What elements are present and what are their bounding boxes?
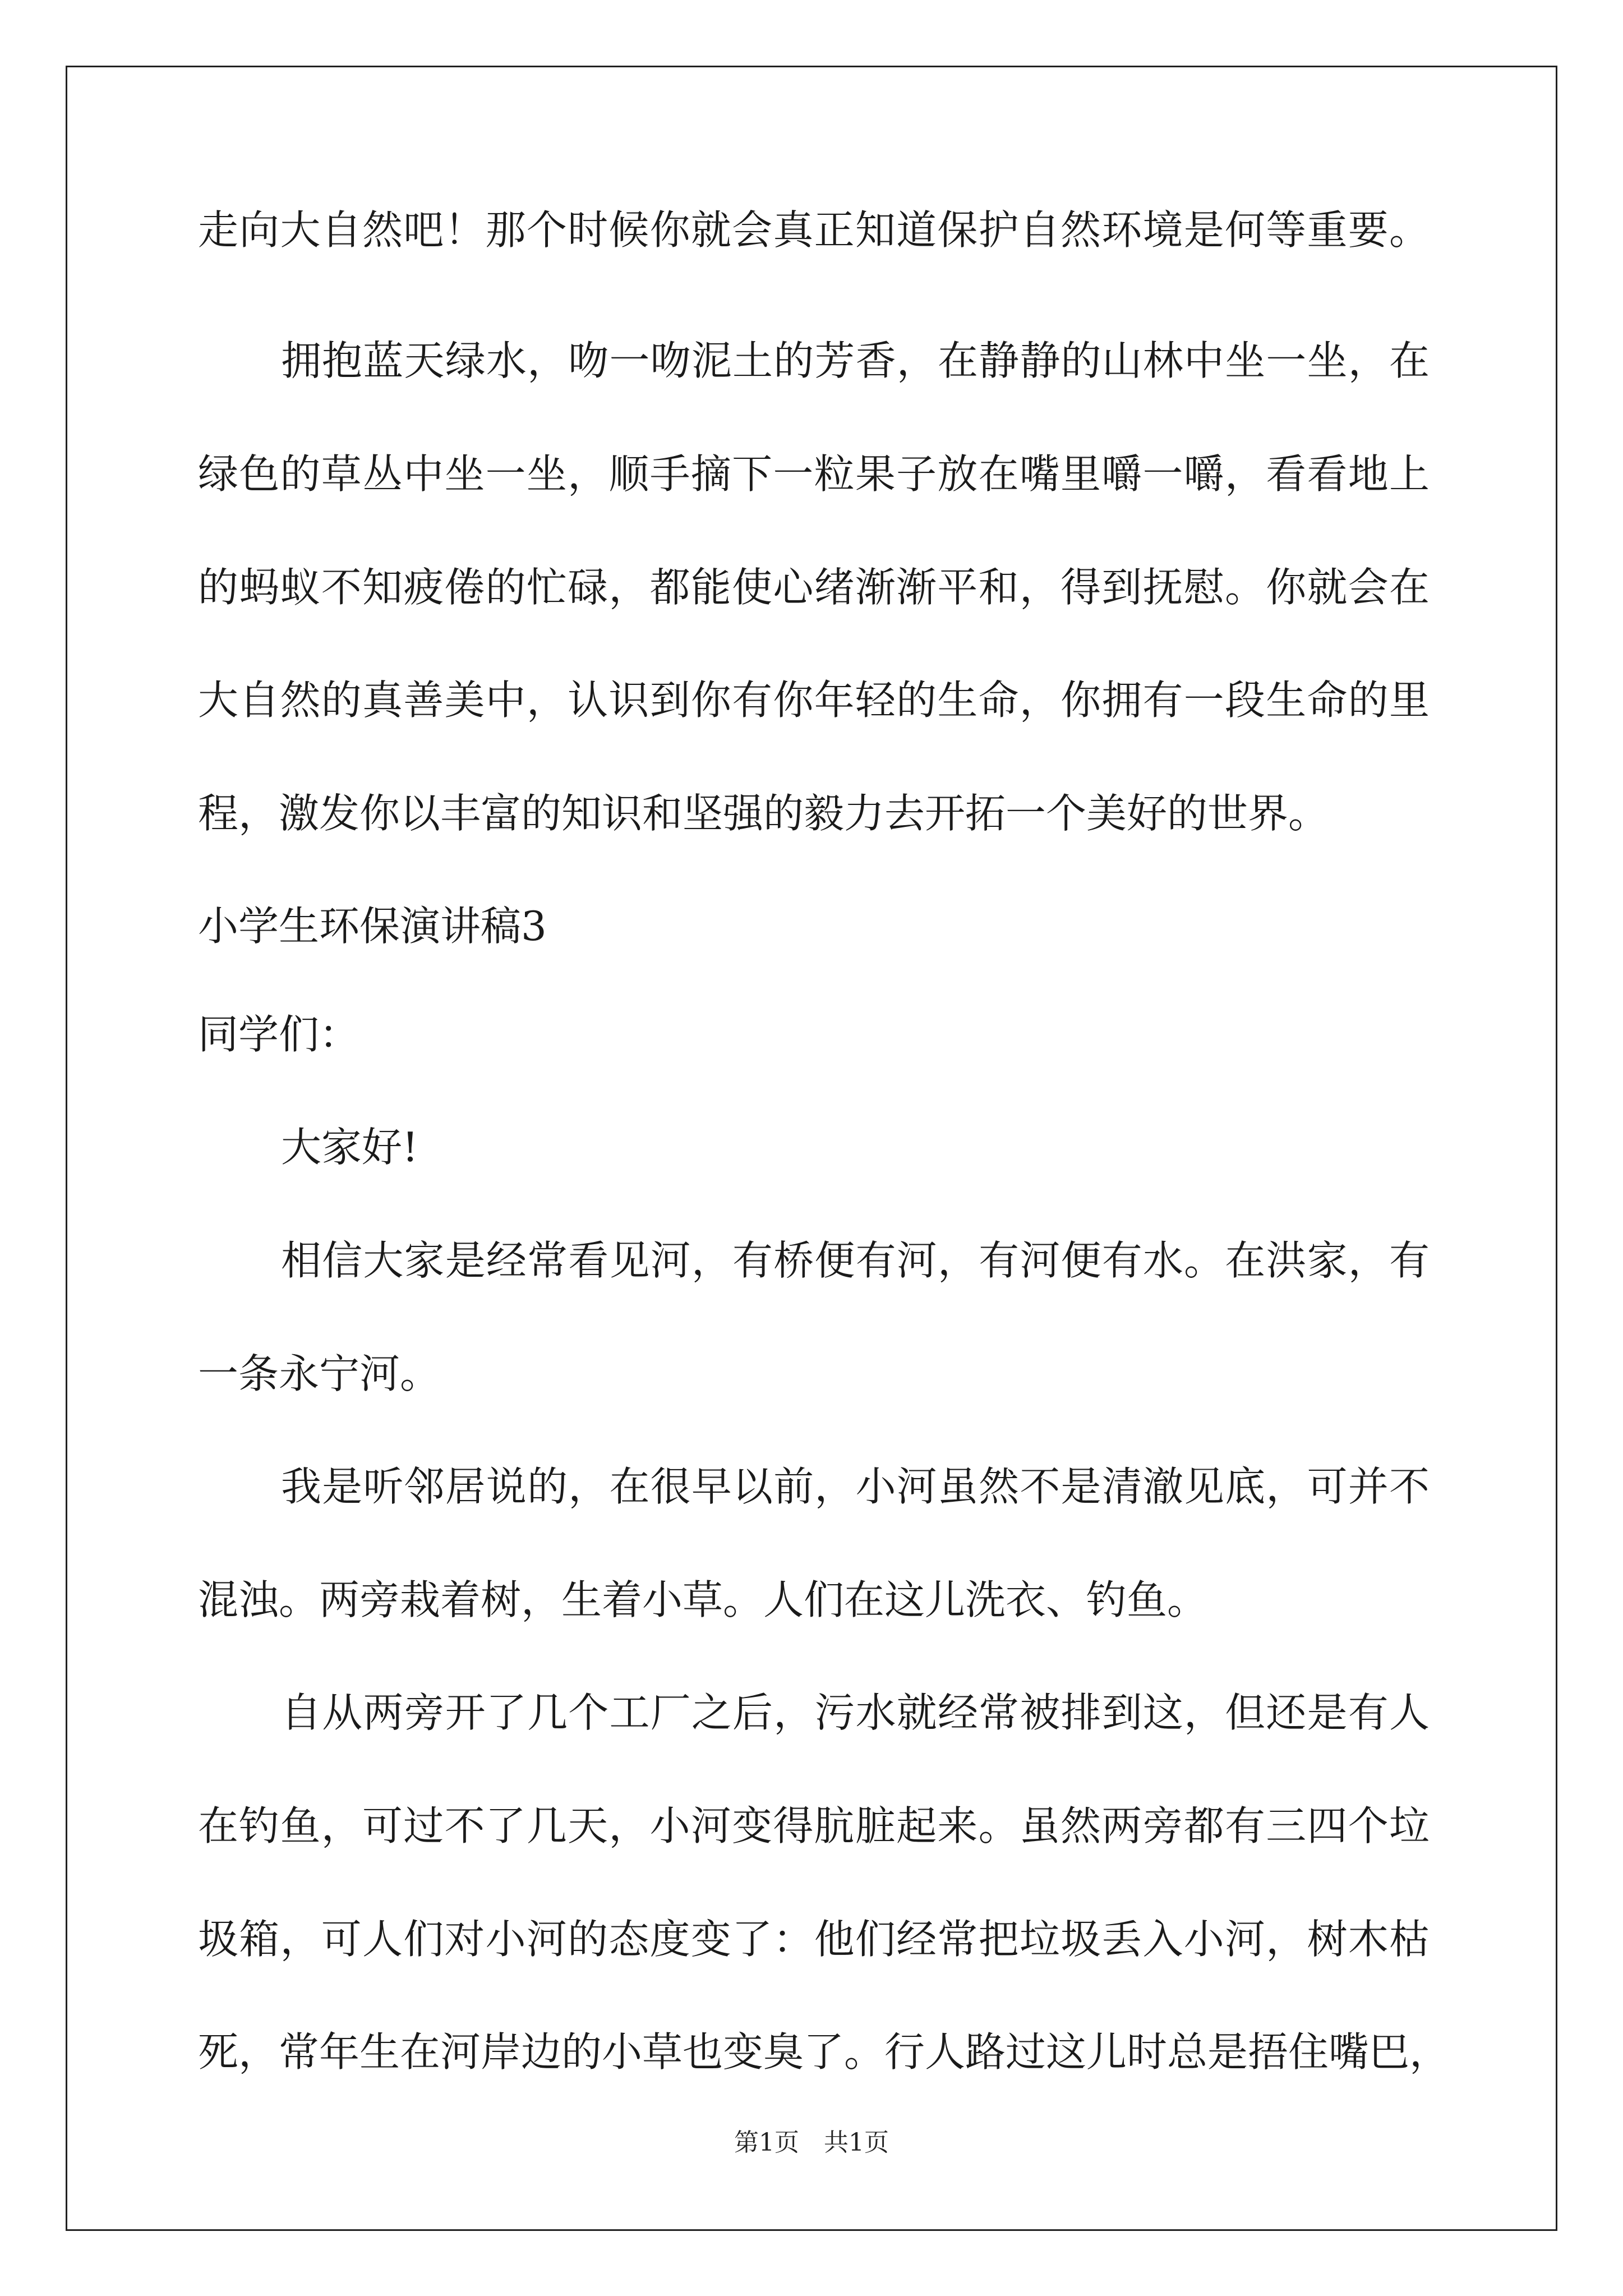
text-line: 绿色的草丛中坐一坐，顺手摘下一粒果子放在嘴里嚼一嚼，看看地上 [198, 450, 1430, 498]
salutation: 同学们： [198, 1011, 360, 1058]
text-line: 相信大家是经常看见河，有桥便有河，有河便有水。在洪家，有 [281, 1237, 1430, 1284]
text-line: 大自然的真善美中，认识到你有你年轻的生命，你拥有一段生命的里 [198, 677, 1430, 724]
text-line: 拥抱蓝天绿水，吻一吻泥土的芳香，在静静的山林中坐一坐，在 [281, 337, 1430, 384]
text-line: 走向大自然吧！那个时候你就会真正知道保护自然环境是何等重要。 [198, 206, 1430, 254]
text-line: 自从两旁开了几个工厂之后，污水就经常被排到这，但还是有人 [281, 1689, 1430, 1736]
section-heading: 小学生环保演讲稿3 [198, 903, 547, 950]
greeting: 大家好! [281, 1124, 418, 1171]
page-number-footer: 第1页 共1页 [734, 2128, 889, 2157]
text-line: 死，常年生在河岸边的小草也变臭了。行人路过这儿时总是捂住嘴巴， [198, 2028, 1450, 2076]
text-line: 在钓鱼，可过不了几天，小河变得肮脏起来。虽然两旁都有三四个垃 [198, 1802, 1430, 1849]
text-line: 的蚂蚁不知疲倦的忙碌，都能使心绪渐渐平和，得到抚慰。你就会在 [198, 564, 1430, 611]
text-line: 一条永宁河。 [198, 1350, 441, 1397]
text-line: 我是听邻居说的，在很早以前，小河虽然不是清澈见底，可并不 [281, 1463, 1430, 1510]
text-line: 程，激发你以丰富的知识和坚强的毅力去开拓一个美好的世界。 [198, 790, 1329, 837]
text-line: 圾箱，可人们对小河的态度变了：他们经常把垃圾丢入小河，树木枯 [198, 1916, 1430, 1963]
text-line: 混浊。两旁栽着树，生着小草。人们在这儿洗衣、钓鱼。 [198, 1576, 1208, 1623]
